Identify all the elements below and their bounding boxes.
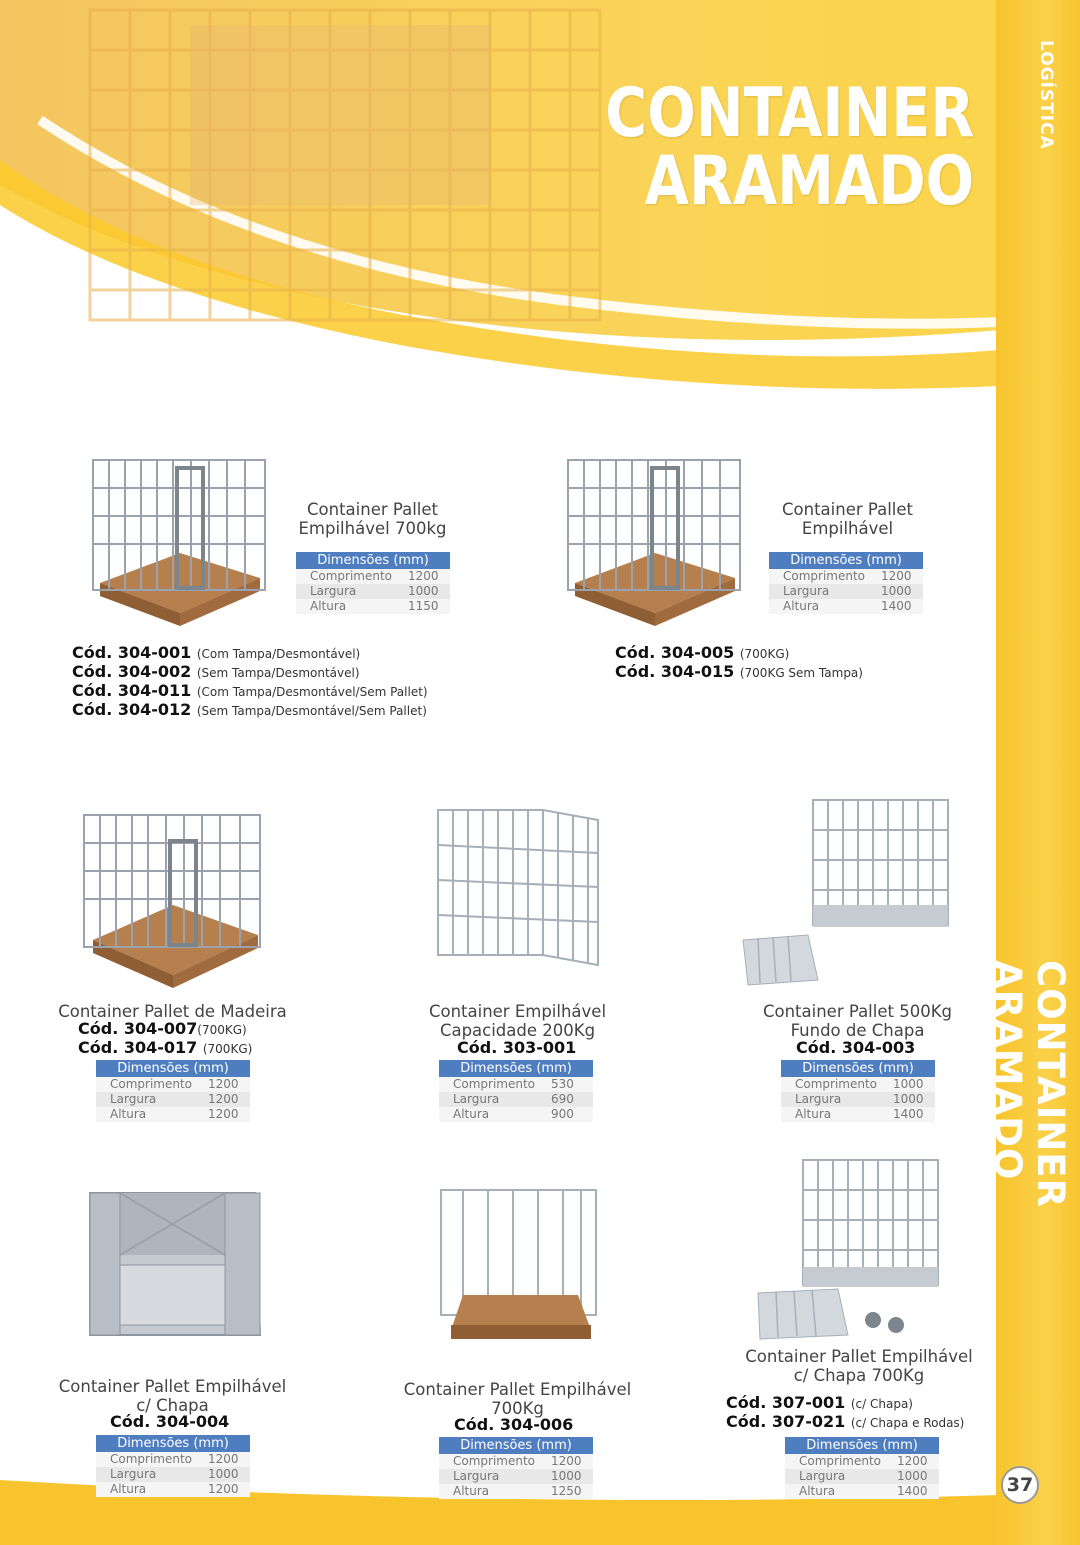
sheet-metal-container-image [85, 1185, 265, 1345]
dimensions-table: Dimensões (mm) Comprimento 530 Largura 690 Altura 900 [439, 1060, 593, 1122]
section-tag: LOGÍSTICA [1036, 40, 1056, 150]
product-codes: Cód. 304-005 (700KG) Cód. 304-015 (700KG Sem Tampa) [615, 643, 863, 681]
page-title-line2: ARAMADO [644, 142, 974, 221]
side-title: CONTAINER ARAMADO [986, 960, 1072, 1209]
product-codes: Cód. 304-004 [110, 1412, 230, 1431]
wooden-pallet-cage-image [78, 805, 268, 990]
product-title: Container Pallet Empilhável 700kg [298, 500, 447, 538]
product-codes: Cód. 304-003 [796, 1038, 916, 1057]
product-title: Container Pallet de Madeira [58, 1002, 287, 1021]
dimensions-table: Dimensões (mm) Comprimento 1200 Largura 1000 Altura 1400 [785, 1437, 939, 1499]
product-title: Container Pallet Empilhável c/ Chapa 700Kg [745, 1347, 973, 1385]
product-codes: Cód. 304-001 (Com Tampa/Desmontável) Cód. 304-002 (Sem Tampa/Desmontável) Cód. 304-011 (Com Tampa/Desmontável/Sem Pallet) Cód. 304-012 (Sem Tampa/Desmontável/Sem Pallet) [72, 643, 428, 719]
stackable-wire-container-image [433, 805, 603, 975]
product-codes: Cód. 303-001 [457, 1038, 577, 1057]
product-title: Container Pallet Empilhável [782, 500, 913, 538]
product-title: Container Pallet Empilhável 700Kg [403, 1380, 632, 1418]
product-title: Container Empilhável Capacidade 200Kg [428, 1002, 607, 1040]
dimensions-table: Dimensões (mm) Comprimento 1200 Largura 1200 Altura 1200 [96, 1060, 250, 1122]
pallet-frame-container-image [433, 1185, 603, 1345]
dimensions-table: Dimensões (mm) Comprimento 1200 Largura 1000 Altura 1250 [439, 1437, 593, 1499]
product-codes: Cód. 304-007(700KG) Cód. 304-017 (700KG) [78, 1019, 253, 1057]
dimensions-table: Dimensões (mm) Comprimento 1200 Largura 1000 Altura 1200 [96, 1435, 250, 1497]
dimensions-table: Dimensões (mm) Comprimento 1200 Largura 1000 Altura 1400 [769, 552, 923, 614]
product-title: Container Pallet 500Kg Fundo de Chapa [762, 1002, 953, 1040]
dimensions-table: Dimensões (mm) Comprimento 1200 Largura 1000 Altura 1150 [296, 552, 450, 614]
product-codes: Cód. 307-001 (c/ Chapa) Cód. 307-021 (c/ Chapa e Rodas) [726, 1393, 965, 1431]
product-title: Container Pallet Empilhável c/ Chapa [58, 1377, 287, 1415]
product-codes: Cód. 304-006 [454, 1415, 574, 1434]
wire-cage-pallet-image [85, 448, 275, 628]
wheeled-wire-container-image [748, 1155, 948, 1345]
dimensions-table: Dimensões (mm) Comprimento 1000 Largura 1000 Altura 1400 [781, 1060, 935, 1122]
wire-cage-pallet-image [560, 448, 750, 628]
steel-base-container-image [738, 795, 953, 995]
page-number: 37 [1001, 1466, 1039, 1504]
page-title-line1: CONTAINER [604, 74, 974, 153]
